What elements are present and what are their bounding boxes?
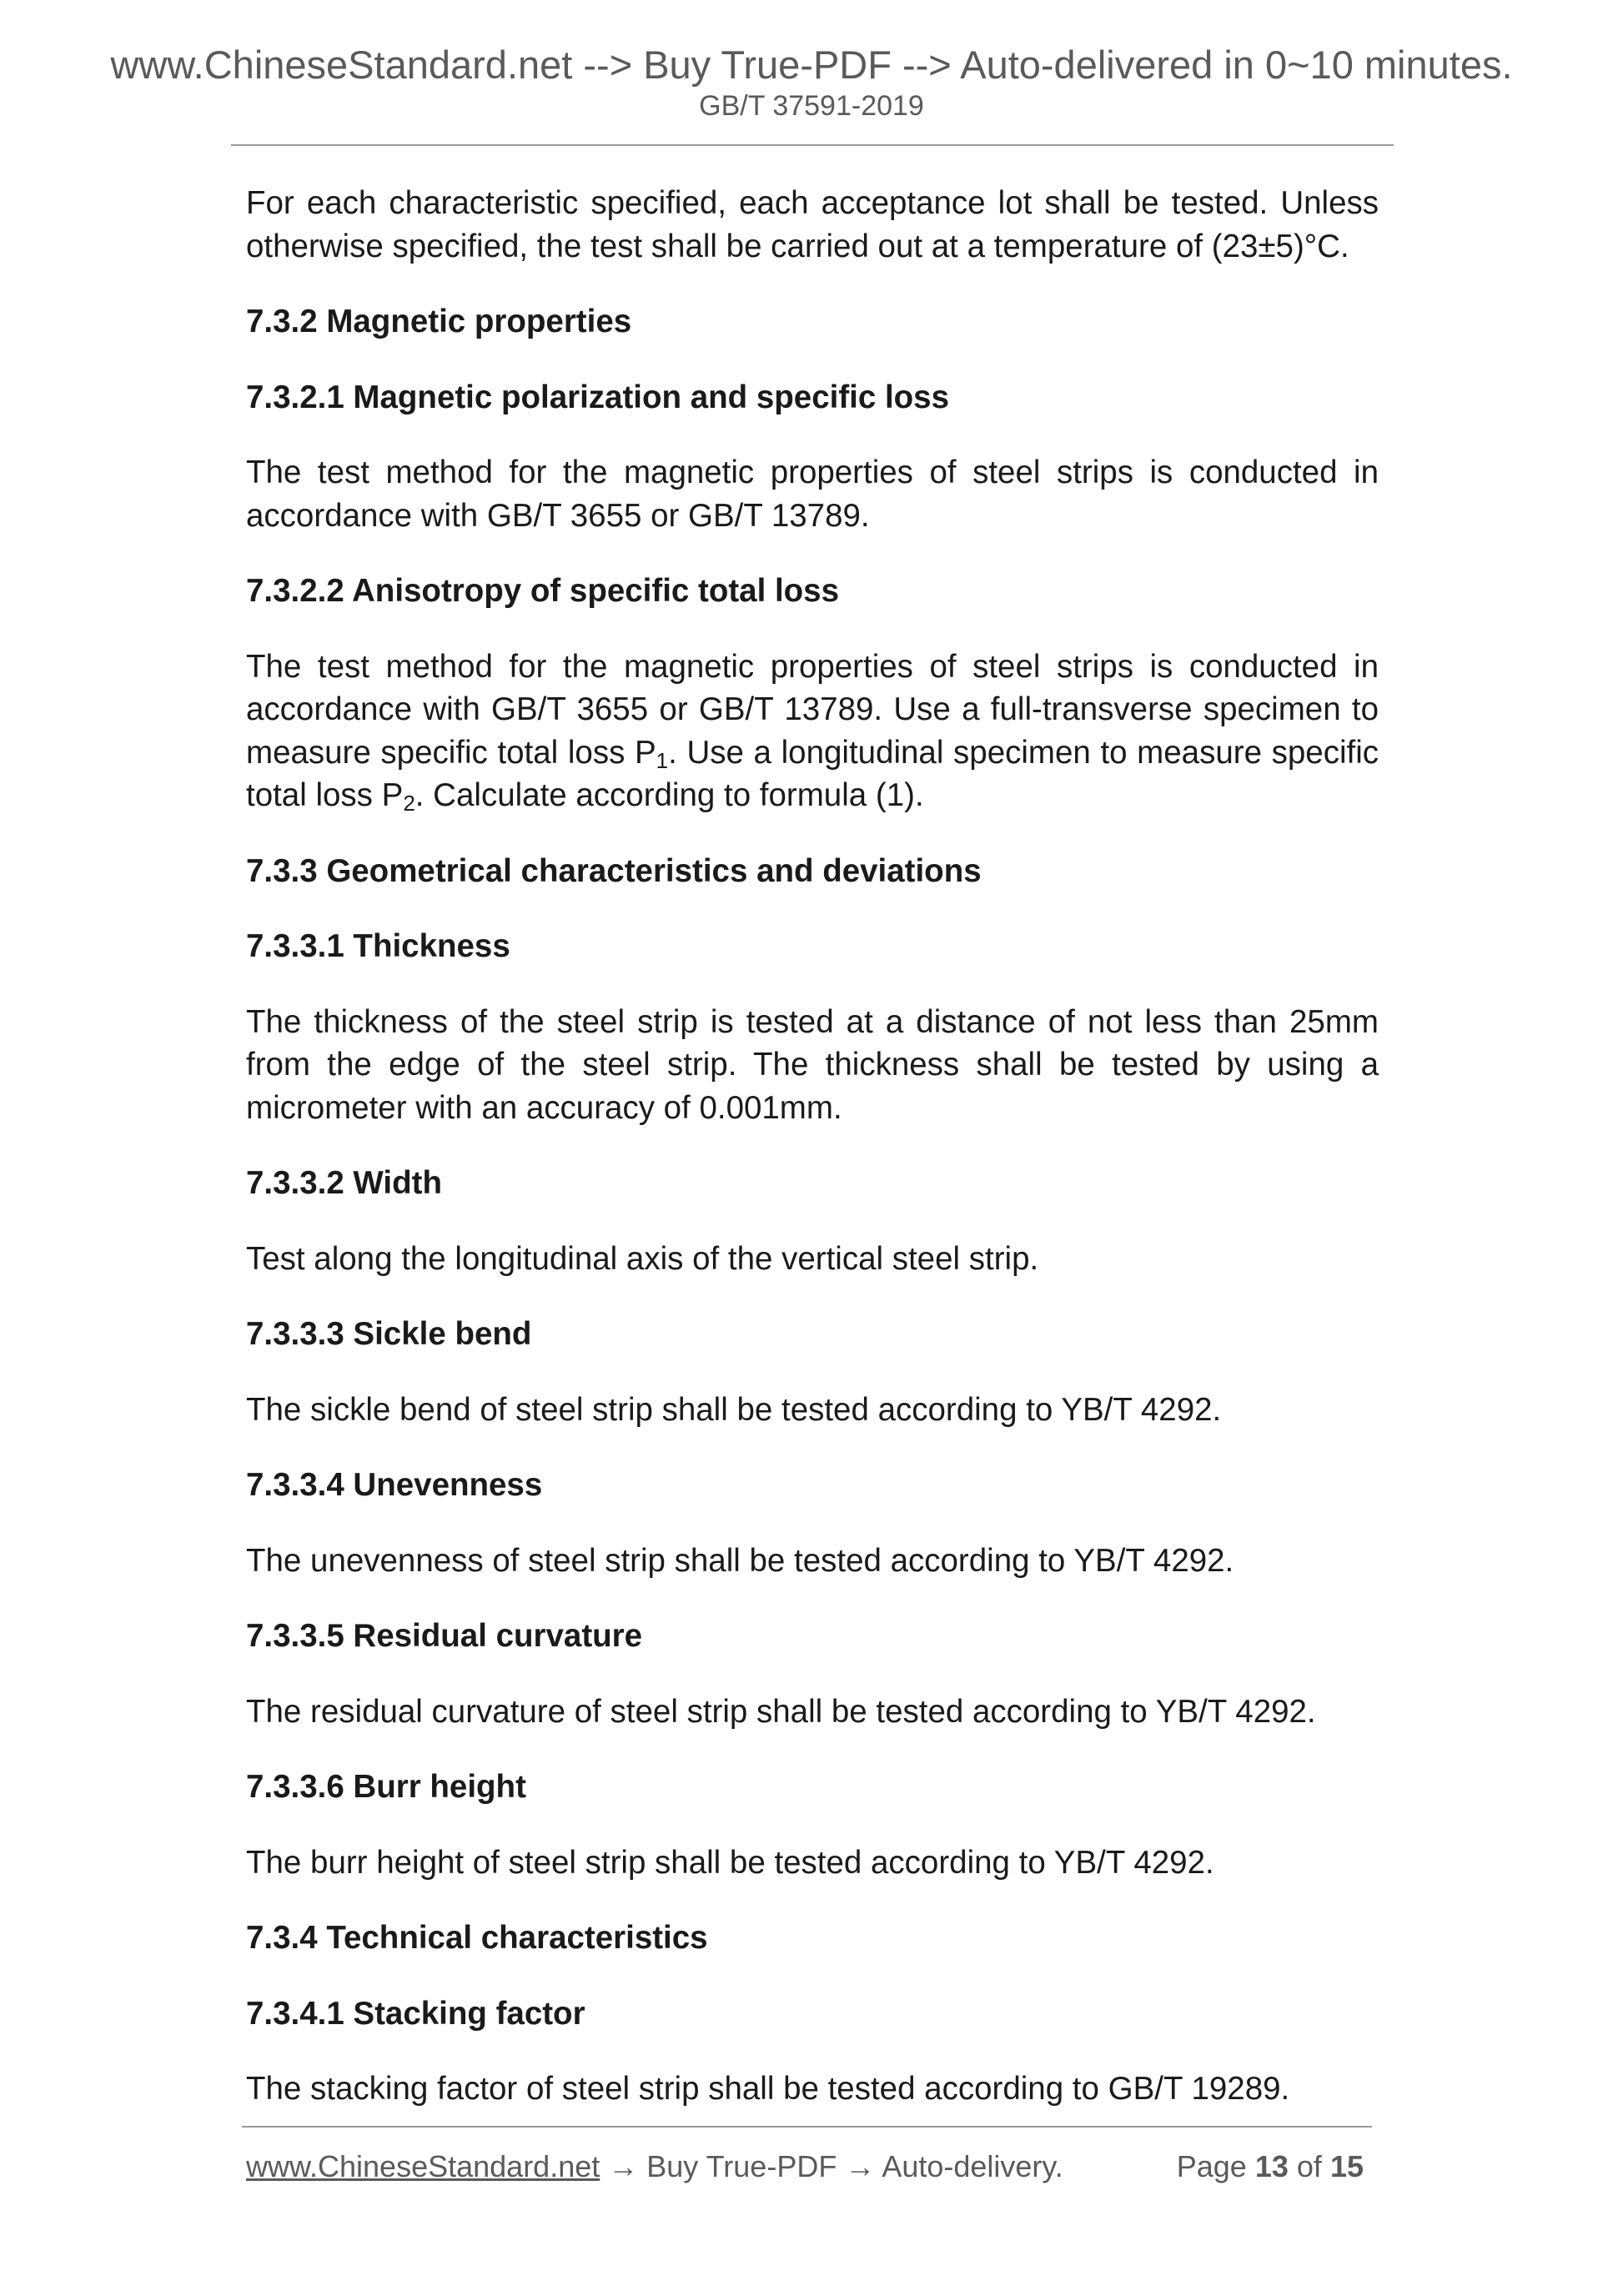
paragraph-7-3-2-2-part1: The test method for the magnetic properties of steel strips is conducted in accordance with GB/T 3655 or GB/T 13789. Use a full-transverse specimen to measure specific total loss P (246, 648, 1379, 771)
subscript-2: 2 (403, 791, 415, 816)
paragraph-7-3-3-1: The thickness of the steel strip is tested at a distance of not less than 25mm from the edge of the steel strip. The thickness shall be tested by using a micrometer with an accuracy of 0.001mm. (246, 1003, 1379, 1126)
paragraph-7-3-2-2 (246, 646, 1379, 817)
heading-7-3-2-2: 7.3.2.2 Anisotropy of specific total loss (246, 573, 840, 609)
footer-divider (242, 2126, 1372, 2128)
header-divider (231, 144, 1394, 146)
heading-7-3-3-5: 7.3.3.5 Residual curvature (246, 1618, 643, 1654)
paragraph-7-3-2-2-part3: . Calculate according to formula (1). (415, 777, 924, 813)
heading-7-3-3-2: 7.3.3.2 Width (246, 1165, 442, 1201)
footer-website-link[interactable]: www.ChineseStandard.net (246, 2149, 600, 2183)
paragraph-7-3-3-6: The burr height of steel strip shall be tested according to YB/T 4292. (246, 1844, 1214, 1881)
paragraph-7-3-3-2: Test along the longitudinal axis of the vertical steel strip. (246, 1240, 1039, 1277)
paragraph-7-3-3-4: The unevenness of steel strip shall be tested according to YB/T 4292. (246, 1542, 1234, 1579)
page-indicator (1177, 2149, 1364, 2184)
heading-7-3-2-1: 7.3.2.1 Magnetic polarization and specific loss (246, 379, 949, 415)
document-code: GB/T 37591-2019 (699, 90, 924, 122)
total-pages: 15 (1329, 2149, 1364, 2183)
heading-7-3-3-4: 7.3.3.4 Unevenness (246, 1467, 543, 1503)
paragraph-7-3-4-1: The stacking factor of steel strip shall be tested according to GB/T 19289. (246, 2071, 1290, 2107)
page-footer (246, 2149, 1372, 2184)
footer-delivery-text: → Buy True-PDF → Auto-delivery. (600, 2149, 1063, 2183)
paragraph-7-3-3-5: The residual curvature of steel strip shall be tested according to YB/T 4292. (246, 1693, 1316, 1730)
of-label: of (1296, 2149, 1322, 2183)
subscript-1: 1 (656, 747, 669, 773)
header-banner: www.ChineseStandard.net --> Buy True-PDF --> Auto-delivered in 0~10 minutes. (110, 43, 1513, 87)
page-number: 13 (1254, 2149, 1289, 2183)
page-content (246, 182, 1379, 2143)
intro-paragraph: For each characteristic specified, each acceptance lot shall be tested. Unless otherwise specified, the test shall be carried out at a temperature of (23±5)°C. (246, 185, 1379, 264)
paragraph-7-3-3-3: The sickle bend of steel strip shall be tested according to YB/T 4292. (246, 1391, 1222, 1428)
heading-7-3-2: 7.3.2 Magnetic properties (246, 304, 632, 339)
page-label: Page (1176, 2149, 1247, 2183)
heading-7-3-4: 7.3.4 Technical characteristics (246, 1920, 708, 1956)
paragraph-7-3-2-2-part2: . Use a longitudinal specimen to measure specific total loss P (246, 734, 1379, 813)
heading-7-3-3-1: 7.3.3.1 Thickness (246, 928, 510, 964)
heading-7-3-4-1: 7.3.4.1 Stacking factor (246, 1995, 585, 2032)
paragraph-7-3-2-1: The test method for the magnetic properties of steel strips is conducted in accordance with GB/T 3655 or GB/T 13789. (246, 455, 1379, 534)
heading-7-3-3-3: 7.3.3.3 Sickle bend (246, 1316, 532, 1352)
heading-7-3-3-6: 7.3.3.6 Burr height (246, 1769, 526, 1805)
heading-7-3-3: 7.3.3 Geometrical characteristics and deviations (246, 852, 982, 889)
